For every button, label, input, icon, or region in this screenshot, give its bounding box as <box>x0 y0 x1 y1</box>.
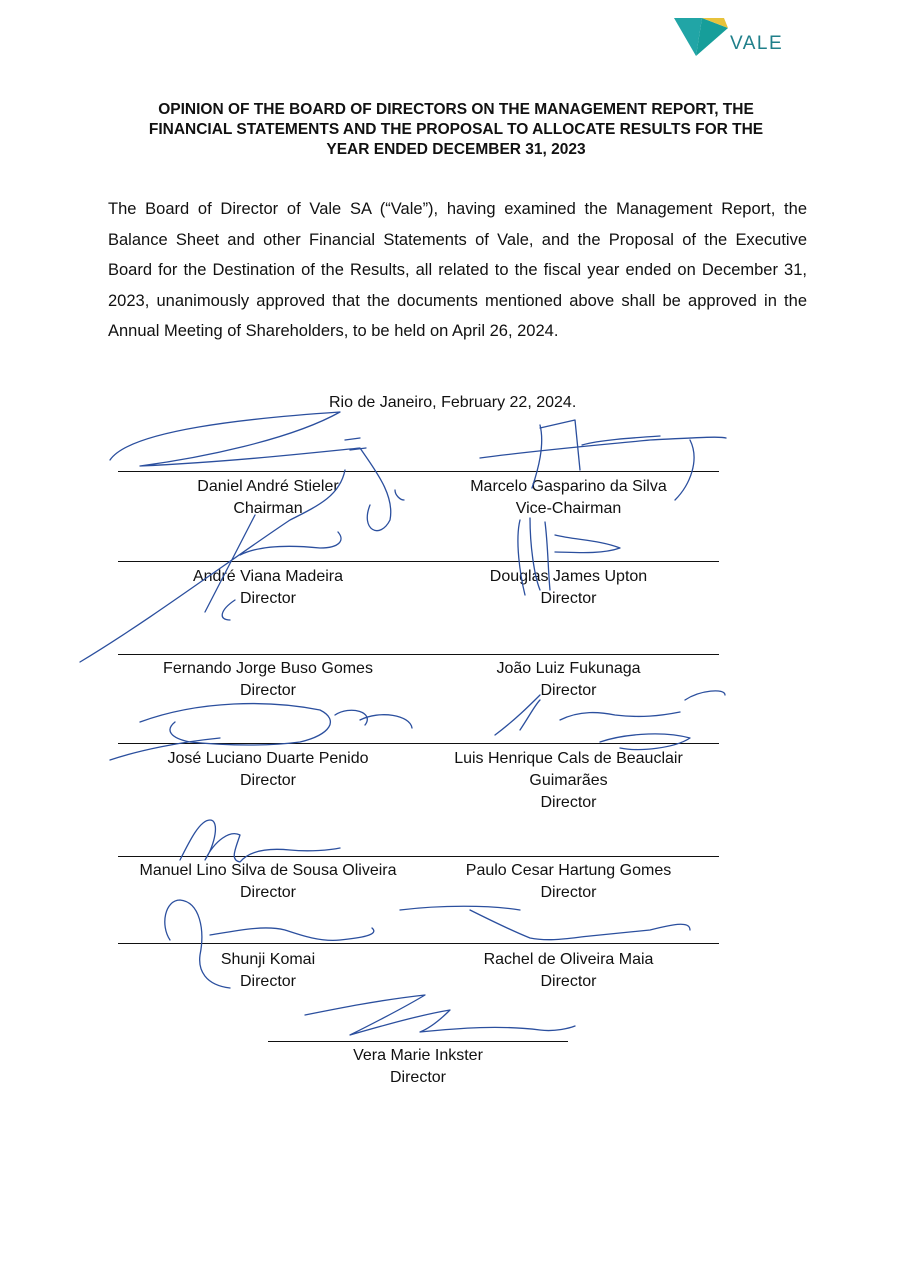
signatory-block <box>118 748 418 792</box>
title-line: FINANCIAL STATEMENTS AND THE PROPOSAL TO ALLOCATE RESULTS FOR THE <box>148 121 764 138</box>
signatory-role: Director <box>239 772 296 789</box>
signatory-role: Director <box>389 1069 446 1086</box>
signatory-block <box>418 566 719 610</box>
signatory-name: André Viana Madeira <box>192 568 344 585</box>
signature-line <box>118 743 418 744</box>
signatory-name: Marcelo Gasparino da Silva <box>470 478 667 495</box>
signatory-block <box>418 949 719 993</box>
signature-line <box>118 943 418 944</box>
signature-scribble <box>305 995 575 1035</box>
place-date: Rio de Janeiro, February 22, 2024. <box>329 394 577 411</box>
signature-line <box>418 561 719 562</box>
signature-line <box>118 471 418 472</box>
signature-line <box>418 743 719 744</box>
title-line: OPINION OF THE BOARD OF DIRECTORS ON THE MANAGEMENT REPORT, THE <box>158 101 754 118</box>
signatory-role: Director <box>239 590 296 607</box>
title-line: YEAR ENDED DECEMBER 31, 2023 <box>326 141 586 158</box>
signature-line <box>268 1041 568 1042</box>
signatory-name: Fernando Jorge Buso Gomes <box>163 660 373 677</box>
signatory-block <box>118 566 418 610</box>
signature-line <box>118 654 418 655</box>
signature-line <box>118 561 418 562</box>
signatory-role: Director <box>239 973 296 990</box>
signatory-role: Director <box>239 682 296 699</box>
signatory-name: João Luiz Fukunaga <box>496 660 641 677</box>
signatory-role: Chairman <box>233 500 303 517</box>
signatory-name: Vera Marie Inkster <box>353 1047 483 1064</box>
signatory-role: Vice-Chairman <box>515 500 622 517</box>
signatory-block <box>118 476 418 520</box>
resolution-paragraph: The Board of Director of Vale SA (“Vale”), having examined the Management Report, the Balance Sheet and other Financial Statements of Vale, and the Proposal of the Executive Board for the Destination of the Results, all related to the fiscal year ended on December 31, 2023, unanimously approved that the documents mentioned above shall be approved in the Annual Meeting of Shareholders, to be held on April 26, 2024. <box>108 200 807 340</box>
signature-line <box>418 943 719 944</box>
signature-line <box>118 856 418 857</box>
vale-logo <box>672 12 792 62</box>
signature-line <box>418 856 719 857</box>
signatory-block <box>418 748 719 814</box>
signatory-block <box>418 860 719 904</box>
signatory-role: Director <box>540 590 597 607</box>
signatory-block <box>418 658 719 702</box>
signatory-block <box>268 1045 568 1089</box>
signatory-role: Director <box>239 884 296 901</box>
document-title <box>100 100 812 160</box>
signatory-block <box>118 860 418 904</box>
signature-line <box>418 654 719 655</box>
vale-logo-mark-icon <box>672 12 732 62</box>
signature-scribble <box>400 906 690 939</box>
signatory-role: Director <box>540 682 597 699</box>
signatory-name: Paulo Cesar Hartung Gomes <box>465 862 672 879</box>
signatory-name: Daniel André Stieler <box>197 478 339 495</box>
signatory-block <box>418 476 719 520</box>
signatory-name: Manuel Lino Silva de Sousa Oliveira <box>139 862 397 879</box>
signatory-name: Douglas James Upton <box>489 568 648 585</box>
signatory-name-continued: Guimarães <box>529 772 608 789</box>
signatory-role: Director <box>540 973 597 990</box>
signatory-block <box>118 658 418 702</box>
signatory-role: Director <box>540 794 597 811</box>
signature-line <box>418 471 719 472</box>
logo-wordmark: VALE <box>730 33 784 54</box>
signatory-block <box>118 949 418 993</box>
signatory-name: Shunji Komai <box>220 951 316 968</box>
signatory-name: José Luciano Duarte Penido <box>167 750 369 767</box>
signatory-name: Luis Henrique Cals de Beauclair <box>454 750 683 767</box>
signatory-name: Rachel de Oliveira Maia <box>483 951 654 968</box>
signatory-role: Director <box>540 884 597 901</box>
